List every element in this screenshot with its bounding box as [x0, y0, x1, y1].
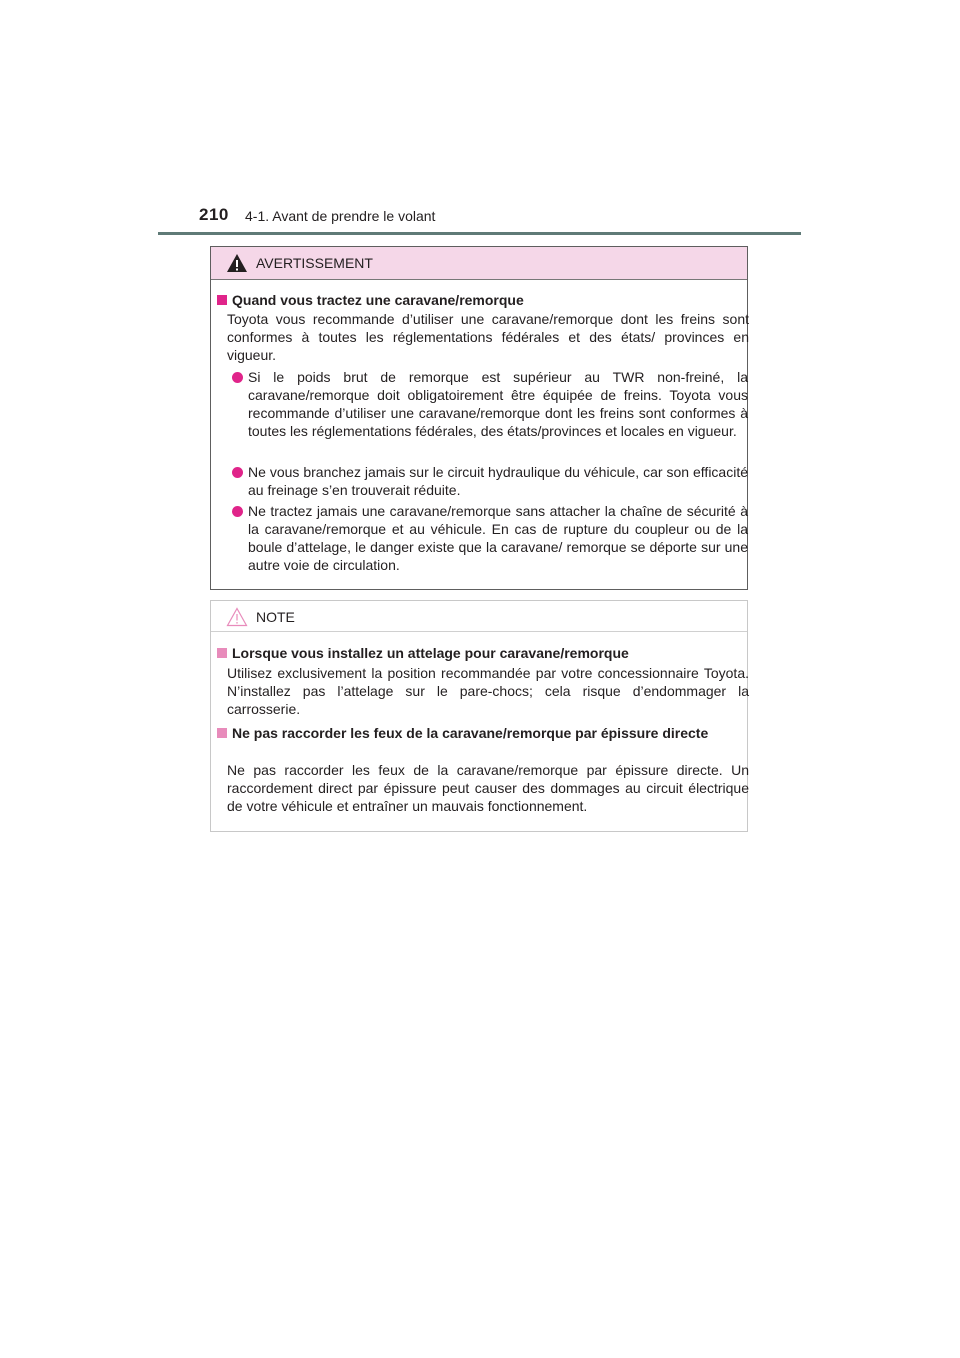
- note-label: NOTE: [256, 609, 295, 625]
- round-bullet-icon: [232, 372, 243, 383]
- note-header: [211, 601, 747, 632]
- list-item-text: Ne vous branchez jamais sur le circuit hydraulique du véhicule, car son efficacité au freinage s’en trouverait réduite.: [248, 464, 748, 498]
- note-box: [210, 600, 748, 832]
- caution-triangle-icon: [226, 607, 248, 627]
- warning-header: [211, 247, 747, 280]
- page-header: [199, 205, 799, 229]
- note-content: [217, 644, 749, 824]
- note-heading: Lorsque vous installez un attelage pour caravane/remorque: [217, 644, 629, 662]
- note-text: Ne pas raccorder les feux de la caravane/remorque par épissure directe. Un raccordement direct par épissure peut causer des dommages au circuit électrique de votre véhicule et entraîner un mauvais fonctionnement.: [227, 762, 749, 814]
- round-bullet-icon: [232, 467, 243, 478]
- square-bullet-icon: [217, 648, 227, 658]
- warning-box: [210, 246, 748, 590]
- header-divider: [158, 232, 801, 235]
- list-item-text: Si le poids brut de remorque est supérieur au TWR non-freiné, la caravane/remorque doit obligatoirement être équipée de freins. Toyota vous recommande d’utiliser une caravane/remorque dont les freins sont conformes à toutes les réglementations fédérales, des états/provinces et locales en vigueur.: [248, 369, 748, 439]
- note-text: Utilisez exclusivement la position recommandée par votre concessionnaire Toyota. N’installez pas l’attelage sur le pare-chocs; cela risque d’endommager la carrosserie.: [227, 665, 749, 717]
- warning-triangle-icon: [226, 253, 248, 273]
- section-title: 4-1. Avant de prendre le volant: [245, 208, 436, 224]
- warning-heading: Quand vous tractez une caravane/remorque: [217, 291, 524, 309]
- square-bullet-icon: [217, 728, 227, 738]
- warning-content: [217, 291, 749, 581]
- warning-label: AVERTISSEMENT: [256, 255, 373, 271]
- note-heading: Ne pas raccorder les feux de la caravane/remorque par épissure directe: [217, 724, 749, 742]
- page-number: 210: [199, 205, 229, 224]
- square-bullet-icon: [217, 295, 227, 305]
- list-item-text: Ne tractez jamais une caravane/remorque sans attacher la chaîne de sécurité à la caravane/remorque et au véhicule. En cas de rupture du coupleur ou de la boule d’attelage, le danger existe que la caravane/ remorque se déporte sur une autre voie de circulation.: [248, 503, 748, 573]
- round-bullet-icon: [232, 506, 243, 517]
- warning-intro: Toyota vous recommande d’utiliser une caravane/remorque dont les freins sont conformes à toutes les réglementations fédérales et des états/ provinces en vigueur.: [227, 311, 749, 363]
